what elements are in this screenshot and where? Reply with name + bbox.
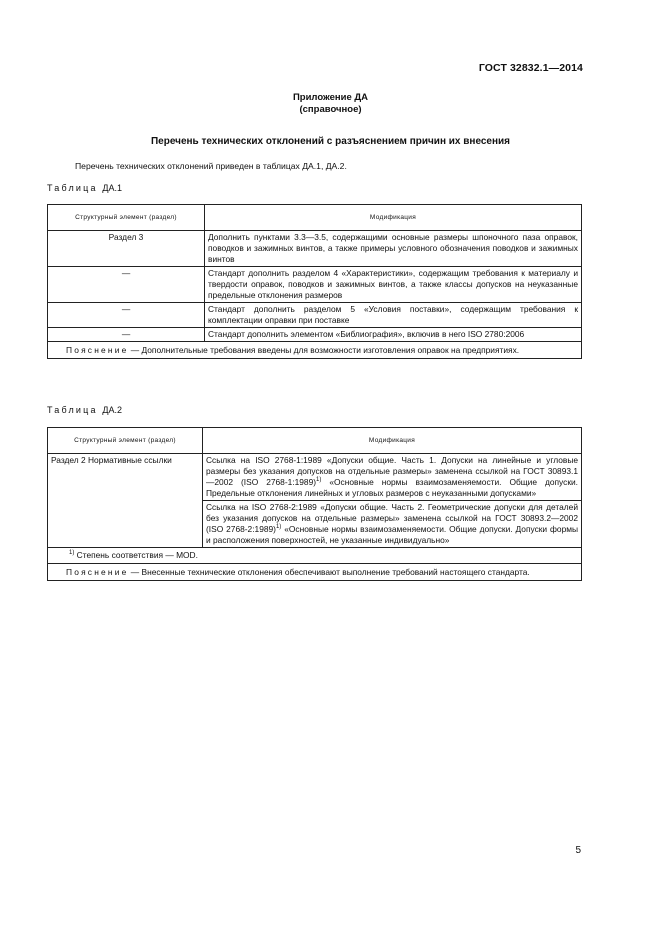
table1-header-modification: Модификация (205, 205, 582, 231)
table2-caption (47, 405, 122, 415)
table2-note-label: Пояснение (66, 567, 129, 577)
table2-note (48, 564, 582, 581)
table2-note-text: — Внесенные технические отклонения обеспечивают выполнение требований настоящего стандарта. (128, 567, 530, 577)
table1-row3-element: — (48, 303, 205, 328)
table1-note-text: — Дополнительные требования введены для возможности изготовления оправок на предприятиях. (128, 345, 520, 355)
table1-caption (47, 183, 122, 193)
table1-row2-mod: Стандарт дополнить разделом 4 «Характеристики», содержащим требования к материалу и твердости оправок, поводков и зажимных винтов, а также классы допусков на неуказанные предельные отклонения размеров (205, 267, 582, 303)
table2-row1-mod (203, 454, 582, 501)
table-row (48, 267, 582, 303)
table2-row2-mod (203, 501, 582, 548)
appendix-title: Приложение ДА (292, 92, 369, 103)
table2-row2-footnote-ref: 1) (275, 524, 282, 531)
table-row (48, 454, 582, 501)
table2-header-modification: Модификация (203, 428, 582, 454)
table1-row2-element: — (48, 267, 205, 303)
appendix-subtitle: (справочное) (299, 104, 362, 115)
table1-caption-num: ДА.1 (102, 183, 123, 193)
page-number: 5 (575, 845, 581, 856)
table2-footnote-sup: 1) (69, 550, 75, 557)
table1-caption-word: Таблица (47, 183, 98, 193)
table-row (48, 231, 582, 267)
table1-row1-element: Раздел 3 (48, 231, 205, 267)
intro-text: Перечень технических отклонений приведен в таблицах ДА.1, ДА.2. (75, 161, 347, 171)
table1-row4-mod: Стандарт дополнить элементом «Библиография», включив в него ISO 2780:2006 (205, 328, 582, 342)
table1-row3-mod: Стандарт дополнить разделом 5 «Условия поставки», содержащим требования к комплектации оправки при поставке (205, 303, 582, 328)
table2-caption-word: Таблица (47, 405, 98, 415)
table2-row1-footnote-ref: 1) (316, 477, 322, 484)
table1 (47, 204, 582, 359)
table2-row1-mod-b: «Основные нормы взаимозаменяемости. Общие допуски. Предельные отклонения линейных и угловых размеров с неуказанными допусками» (206, 477, 579, 498)
table-row (48, 303, 582, 328)
section-title: Перечень технических отклонений с разъяснением причин их внесения (150, 136, 511, 147)
standard-header: ГОСТ 32832.1—2014 (478, 62, 583, 74)
table2-footnote (48, 548, 582, 564)
table2-header-element: Структурный элемент (раздел) (48, 428, 203, 454)
table2-row2-mod-a: Ссылка на ISO 2768-2:1989 «Допуски общие. Часть 2. Геометрические допуски для деталей без указания допусков на отдельные размеры» заменена ссылкой на ГОСТ 30893.2—2002 (ISO 2768-2:1989) (206, 502, 578, 534)
table1-row1-mod: Дополнить пунктами 3.3—3.5, содержащими основные размеры шпоночного паза оправок, поводков и зажимных винтов, а также примеры условного обозначения поводков и зажимных винтов (205, 231, 582, 267)
table2 (47, 427, 582, 581)
table2-element: Раздел 2 Нормативные ссылки (48, 454, 203, 548)
table2-row2-mod-b: «Основные нормы взаимозаменяемости. Общие допуски. Допуски формы и расположения поверхностей, не указанные индивидуально» (206, 524, 579, 545)
table-row (48, 328, 582, 342)
table1-row4-element: — (48, 328, 205, 342)
table1-note-label: Пояснение (66, 345, 129, 355)
table1-note (48, 342, 582, 359)
table2-footnote-text: Степень соответствия — MOD. (74, 550, 198, 560)
table2-caption-num: ДА.2 (102, 405, 123, 415)
table1-header-element: Структурный элемент (раздел) (48, 205, 205, 231)
table2-row1-mod-a: Ссылка на ISO 2768-1:1989 «Допуски общие. Часть 1. Допуски на линейные и угловые размеры без указания допусков на отдельные размеры» заменена ссылкой на ГОСТ 30893.1—2002 (ISO 2768-1:1989) (206, 455, 578, 487)
